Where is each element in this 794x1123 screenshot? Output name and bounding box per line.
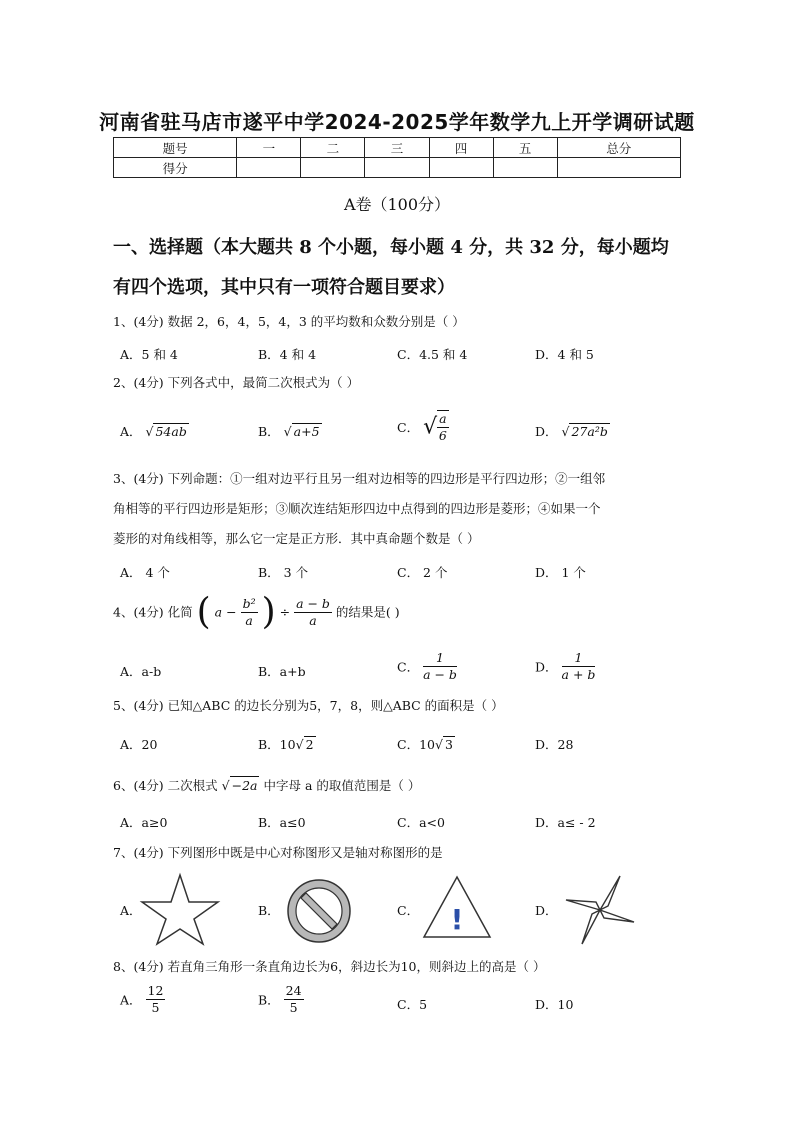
fraction: $\frac{24}{5}$ <box>285 983 302 1015</box>
q1-option-c[interactable]: C．4.5 和 4 <box>397 347 468 362</box>
fraction-b2-over-a: $\frac{\text{b²}}{a}$ <box>242 596 256 628</box>
q8-option-d[interactable]: D．10 <box>535 997 574 1012</box>
q6-suffix: 中字母 a 的取值范围是（ ） <box>263 778 421 793</box>
q7-option-a-label[interactable]: A． <box>120 903 142 918</box>
radicand: 3 <box>444 737 453 752</box>
q4-option-d[interactable] <box>535 650 595 683</box>
minus-sign: − <box>226 604 237 620</box>
sqrt-icon: √ <box>145 424 154 439</box>
score-cell: 三 <box>365 138 429 158</box>
right-paren: ) <box>261 591 276 633</box>
option-letter: D． <box>535 659 558 675</box>
radicand: a+5 <box>293 424 320 439</box>
q5-option-c[interactable] <box>397 735 455 753</box>
score-table-score-row <box>114 158 681 178</box>
q1-option-a[interactable]: A．5 和 4 <box>120 347 178 362</box>
pinwheel-icon[interactable] <box>560 870 640 950</box>
q3-option-d[interactable]: D． 1 个 <box>535 565 586 580</box>
radicand: 54ab <box>155 424 187 439</box>
q3-option-b[interactable]: B． 3 个 <box>258 565 309 580</box>
option-letter: C． <box>397 659 420 675</box>
sqrt-icon: √ <box>434 737 443 752</box>
q8-option-a[interactable] <box>120 983 165 1016</box>
left-paren: ( <box>196 591 211 633</box>
sqrt-icon: √ <box>283 424 292 439</box>
question-5: 5、(4分) 已知△ABC 的边长分别为5，7，8，则△ABC 的面积是（ ） <box>113 698 504 713</box>
question-8: 8、(4分) 若直角三角形一条直角边长为6，斜边长为10，则斜边上的高是（ ） <box>113 959 546 974</box>
fraction: $\frac{1}{a + b}$ <box>561 650 596 682</box>
radicand: 27a²b <box>571 424 608 439</box>
fraction: $\frac{a}{6}$ <box>438 411 447 443</box>
score-entry[interactable] <box>493 158 557 178</box>
score-cell: 五 <box>493 138 557 158</box>
question-7: 7、(4分) 下列图形中既是中心对称图形又是轴对称图形的是 <box>113 845 443 860</box>
q2-option-c[interactable] <box>397 410 449 444</box>
fraction: $\frac{1}{a - b}$ <box>423 650 457 682</box>
option-letter: A． <box>120 992 142 1008</box>
score-table-header-row <box>114 138 681 158</box>
question-2: 2、(4分) 下列各式中，最简二次根式为（ ） <box>113 375 360 390</box>
sqrt-icon: √ <box>221 778 230 793</box>
sqrt-icon: √ <box>295 737 304 752</box>
q1-option-b[interactable]: B．4 和 4 <box>258 347 317 362</box>
question-6 <box>113 776 683 795</box>
score-cell: 一 <box>237 138 301 158</box>
q4-option-a[interactable]: A．a-b <box>120 664 162 679</box>
q7-option-b-label[interactable]: B． <box>258 903 280 918</box>
q6-option-b[interactable]: B．a≤0 <box>258 815 306 830</box>
option-letter: B． <box>258 424 280 439</box>
option-letter: D． <box>535 424 558 439</box>
option-letter: B．10 <box>258 737 296 752</box>
option-letter: A． <box>120 424 142 439</box>
question-3-line1: 3、(4分) 下列命题：①一组对边平行且另一组对边相等的四边形是平行四边形；②一组邻 <box>113 471 606 486</box>
star-shape-icon[interactable] <box>138 872 222 946</box>
exam-title: 河南省驻马店市遂平中学2024-2025学年数学九上开学调研试题 <box>99 110 695 134</box>
q4-suffix: 的结果是( ) <box>335 604 400 620</box>
divide-sign: ÷ <box>279 604 291 620</box>
option-letter: C．10 <box>397 737 435 752</box>
q6-option-c[interactable]: C．a<0 <box>397 815 445 830</box>
expr-a: a <box>214 604 223 620</box>
exclamation-mark: ! <box>450 903 464 936</box>
q5-option-a[interactable]: A．20 <box>120 737 158 752</box>
q7-option-c-label[interactable]: C． <box>397 903 420 918</box>
sqrt-icon: √ <box>561 424 570 439</box>
score-entry[interactable] <box>237 158 301 178</box>
score-cell: 四 <box>429 138 493 158</box>
q2-option-b[interactable] <box>258 422 322 440</box>
volume-heading: A卷（100分） <box>343 195 451 214</box>
q3-option-c[interactable]: C． 2 个 <box>397 565 448 580</box>
q3-option-a[interactable]: A． 4 个 <box>120 565 170 580</box>
q1-option-d[interactable]: D．4 和 5 <box>535 347 594 362</box>
q7-option-d-label[interactable]: D． <box>535 903 558 918</box>
score-entry[interactable] <box>557 158 680 178</box>
q4-option-c[interactable] <box>397 650 457 683</box>
score-cell: 二 <box>301 138 365 158</box>
score-entry[interactable] <box>301 158 365 178</box>
q2-option-d[interactable] <box>535 422 610 440</box>
score-cell: 总分 <box>557 138 680 158</box>
fraction-a-minus-b-over-a: $\frac{a - b}{a}$ <box>296 596 330 628</box>
q2-option-a[interactable] <box>120 422 189 440</box>
sqrt-icon: √ <box>423 414 438 440</box>
question-3-line3: 菱形的对角线相等，那么它一定是正方形．其中真命题个数是（ ） <box>113 531 480 546</box>
warning-triangle-icon[interactable] <box>421 874 493 940</box>
section-heading-line1: 一、选择题（本大题共 8 个小题，每小题 4 分，共 32 分，每小题均 <box>113 237 669 258</box>
radicand: −2a <box>231 778 258 793</box>
q6-option-a[interactable]: A．a≥0 <box>120 815 168 830</box>
score-cell: 题号 <box>114 138 237 158</box>
q5-option-b[interactable] <box>258 735 316 753</box>
question-4 <box>113 591 683 640</box>
question-1: 1、(4分) 数据 2，6，4，5，4，3 的平均数和众数分别是（ ） <box>113 314 465 329</box>
q5-option-d[interactable]: D．28 <box>535 737 574 752</box>
question-3-line2: 角相等的平行四边形是矩形；③顺次连结矩形四边中点得到的四边形是菱形；④如果一个 <box>113 501 601 516</box>
q4-option-b[interactable]: B．a+b <box>258 664 306 679</box>
fraction: $\frac{12}{5}$ <box>147 983 164 1015</box>
option-letter: C． <box>397 420 420 435</box>
no-entry-sign-icon[interactable] <box>284 876 354 946</box>
q4-prefix: 4、(4分) 化简 <box>113 604 193 620</box>
score-label: 得分 <box>114 158 237 178</box>
score-table <box>113 137 681 178</box>
score-entry[interactable] <box>365 158 429 178</box>
radicand: 2 <box>305 737 314 752</box>
section-heading-line2: 有四个选项，其中只有一项符合题目要求） <box>113 277 455 298</box>
q8-option-b[interactable] <box>258 983 304 1016</box>
q8-option-c[interactable]: C．5 <box>397 997 428 1012</box>
score-entry[interactable] <box>429 158 493 178</box>
q6-prefix: 6、(4分) 二次根式 <box>113 778 218 793</box>
q6-option-d[interactable]: D．a≤ - 2 <box>535 815 596 830</box>
option-letter: B． <box>258 992 280 1008</box>
